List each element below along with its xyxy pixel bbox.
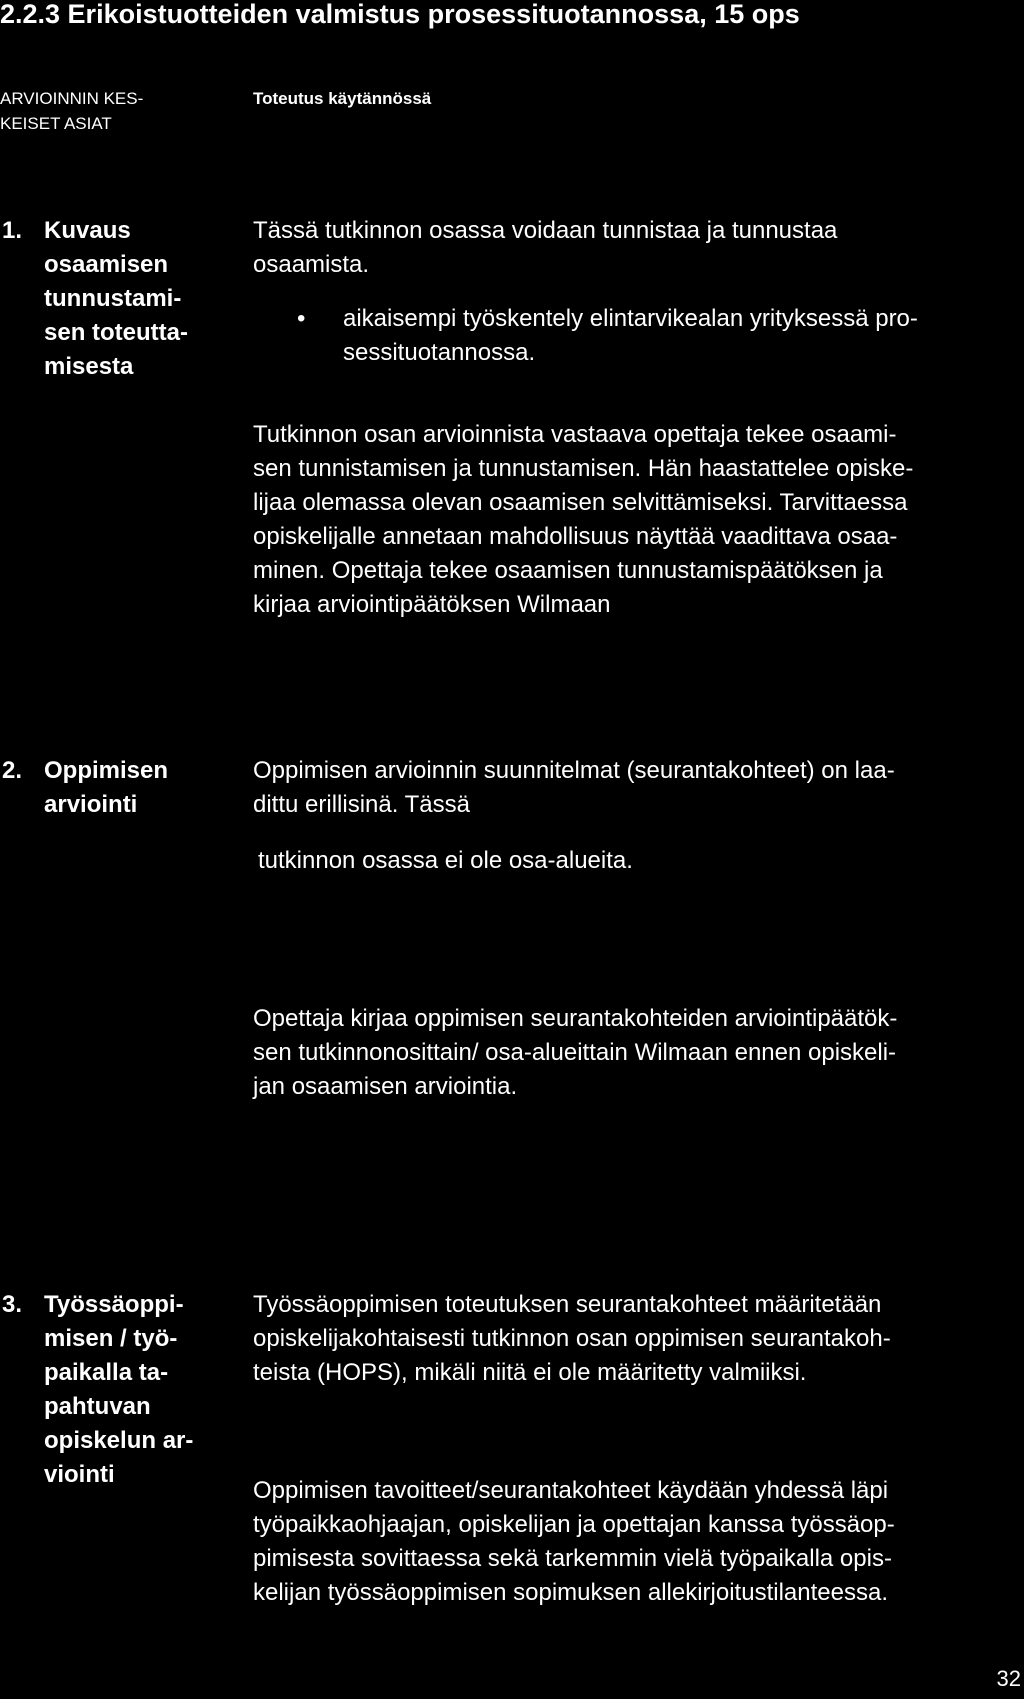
section-2-paragraph-2: Opettaja kirjaa oppimisen seurantakohteiden arviointipäätök- sen tutkinnonosittain/ osa-alueittain Wilmaan ennen opiskeli- jan osaamisen arviointia.: [253, 1005, 898, 1100]
section-1-number: 1.: [2, 217, 23, 244]
section-3-label: Työssäoppi- misen / työ- paikalla ta- pahtuvan opiskelun ar- viointi: [44, 1291, 194, 1488]
section-2-number: 2.: [2, 757, 23, 784]
section-1-label: Kuvaus osaamisen tunnustami- sen toteutta- misesta: [44, 217, 188, 380]
section-1-bullet-text: aikaisempi työskentely elintarvikealan yrityksessä pro- sessituotannossa.: [343, 305, 918, 366]
section-2-label: Oppimisen arviointi: [44, 757, 169, 818]
table-header-implementation: Toteutus käytännössä: [253, 89, 432, 108]
section-2-paragraph-1: Oppimisen arvioinnin suunnitelmat (seurantakohteet) on laa- dittu erillisinä. Tässä: [253, 757, 895, 818]
table-header-criteria: ARVIOINNIN KES- KEISET ASIAT: [0, 89, 144, 133]
section-3-paragraph-1: Työssäoppimisen toteutuksen seurantakohteet määritetään opiskelijakohtaisesti tutkinnon osan oppimisen seurantakoh- teista (HOPS), mikäli niitä ei ole määritetty valmiiksi.: [253, 1291, 891, 1386]
section-1-paragraph: Tutkinnon osan arvioinnista vastaava opettaja tekee osaami- sen tunnistamisen ja tunnustamisen. Hän haastattelee opiske- lijaa olemassa olevan osaamisen selvittämiseksi. Tarvittaessa opiskelijalle annetaan mahdollisuus näyttää vaadittava osaa- minen. Opettaja tekee osaamisen tunnustamispäätöksen ja kirjaa arviointipäätöksen Wilmaan: [253, 421, 914, 618]
page-title: 2.2.3 Erikoistuotteiden valmistus prosessituotannossa, 15 ops: [0, 0, 800, 29]
section-2-paragraph-1b: tutkinnon osassa ei ole osa-alueita.: [258, 847, 633, 874]
bullet-icon: •: [297, 305, 306, 332]
section-3-paragraph-2: Oppimisen tavoitteet/seurantakohteet käydään yhdessä läpi työpaikkaohjaajan, opiskelijan ja opettajan kanssa työssäop- pimisesta sovittaessa sekä tarkemmin vielä työpaikalla opis- kelijan työssäoppimisen sopimuksen allekirjoitustilanteessa.: [253, 1477, 895, 1606]
section-1-bullet-item: [297, 302, 1024, 370]
section-3-number: 3.: [2, 1291, 23, 1318]
page-number: 32: [996, 1666, 1021, 1691]
section-1-intro: Tässä tutkinnon osassa voidaan tunnistaa ja tunnustaa osaamista.: [253, 217, 838, 278]
